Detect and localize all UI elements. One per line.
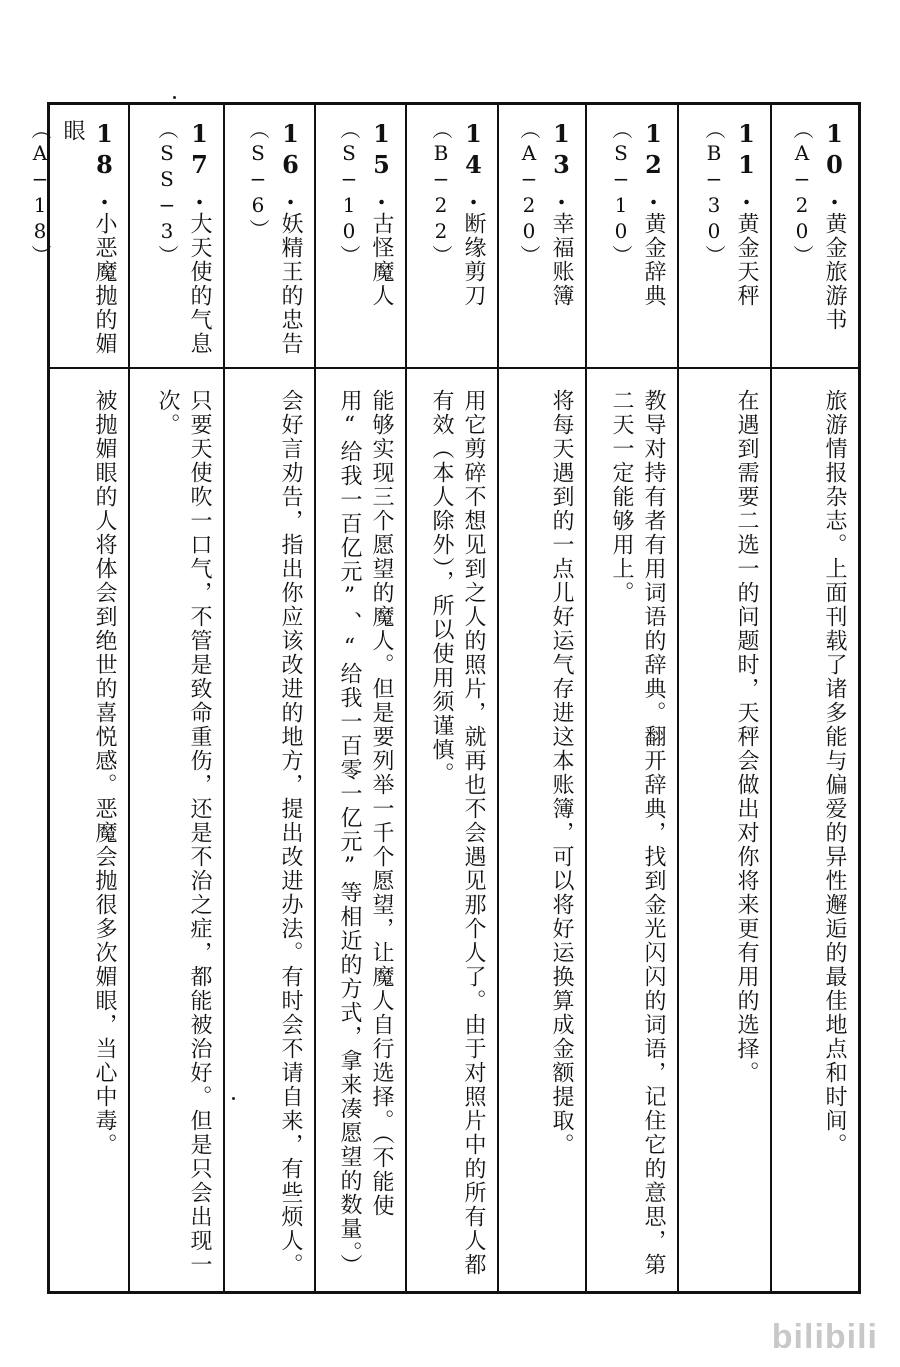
item-rank-code: （SS−3）	[155, 119, 179, 267]
table-row	[770, 105, 858, 1291]
item-name-cell	[677, 105, 770, 367]
header-separator	[50, 367, 858, 369]
table-row	[405, 105, 497, 1291]
item-name-cell	[28, 105, 128, 367]
table-row	[128, 105, 223, 1291]
item-rank-code: （B−22）	[429, 119, 453, 267]
item-name: 古怪魔人	[369, 212, 394, 308]
item-description: 教导对持有者有用词语的辞典。翻开辞典，找到金光闪闪的词语，记住它的意思，第二天一定能够用上。	[609, 389, 666, 1277]
item-rank-code: （S−10）	[609, 119, 633, 267]
watermark-logo: bilibili	[771, 1318, 878, 1356]
item-description: 用它剪碎不想见到之人的照片，就再也不会遇见那个人了。由于对照片中的所有人都有效（本人除外），所以使用须谨慎。	[429, 389, 486, 1277]
item-name: 幸福账簿	[549, 212, 574, 308]
item-description: 被抛媚眼的人将体会到绝世的喜悦感。恶魔会抛很多次媚眼，当心中毒。	[92, 389, 117, 1157]
item-number: 15.	[367, 119, 396, 212]
item-table	[28, 102, 861, 1294]
item-rank-code: （S−10）	[337, 119, 361, 267]
speck	[173, 96, 176, 99]
item-number: 12.	[639, 119, 668, 212]
table-row	[28, 105, 128, 1291]
item-number: 18.	[90, 119, 119, 212]
item-name-cell	[497, 105, 585, 367]
item-name-cell	[585, 105, 677, 367]
item-name-cell	[128, 105, 223, 367]
item-rank-code: （S−6）	[246, 119, 270, 241]
item-name-cell	[223, 105, 314, 367]
item-name: 黄金天秤	[734, 212, 759, 308]
item-name-cell	[770, 105, 858, 367]
item-rank-code: （B−30）	[702, 119, 726, 267]
item-number: 16.	[276, 119, 305, 212]
item-name: 妖精王的忠告	[278, 212, 303, 356]
table-row	[223, 105, 314, 1291]
item-description: 旅游情报杂志。上面刊载了诸多能与偏爱的异性邂逅的最佳地点和时间。	[822, 389, 847, 1157]
item-name: 断缘剪刀	[461, 212, 486, 308]
item-description: 能够实现三个愿望的魔人。但是要列举一千个愿望，让魔人自行选择。（不能使用“给我一百亿元”、“给我一百零一亿元”等相近的方式，拿来凑愿望的数量。）	[337, 389, 394, 1278]
table-row	[585, 105, 677, 1291]
table-row	[677, 105, 770, 1291]
item-number: 13.	[547, 119, 576, 212]
item-description: 会好言劝告，指出你应该改进的地方，提出改进办法。有时会不请自来，有些烦人。	[278, 389, 303, 1277]
table-row	[314, 105, 405, 1291]
item-name-cell	[314, 105, 405, 367]
speck	[232, 1097, 235, 1100]
item-description: 在遇到需要二选一的问题时，天秤会做出对你将来更有用的选择。	[734, 389, 759, 1085]
item-description: 只要天使吹一口气，不管是致命重伤，还是不治之症，都能被治好。但是只会出现一次。	[155, 389, 212, 1277]
item-name: 小恶魔抛的媚眼	[60, 119, 117, 356]
item-name: 大天使的气息	[187, 212, 212, 356]
item-number: 11.	[732, 119, 761, 212]
item-number: 17.	[185, 119, 214, 212]
item-rank-code: （A−18）	[28, 119, 52, 267]
item-name-cell	[405, 105, 497, 367]
item-description: 将每天遇到的一点儿好运气存进这本账簿，可以将好运换算成金额提取。	[549, 389, 574, 1157]
item-number: 10.	[820, 119, 849, 212]
item-rank-code: （A−20）	[790, 119, 814, 267]
item-name: 黄金旅游书	[822, 212, 847, 332]
item-name: 黄金辞典	[641, 212, 666, 308]
table-row	[497, 105, 585, 1291]
table-rows	[28, 105, 858, 1291]
item-number: 14.	[459, 119, 488, 212]
item-rank-code: （A−20）	[517, 119, 541, 267]
